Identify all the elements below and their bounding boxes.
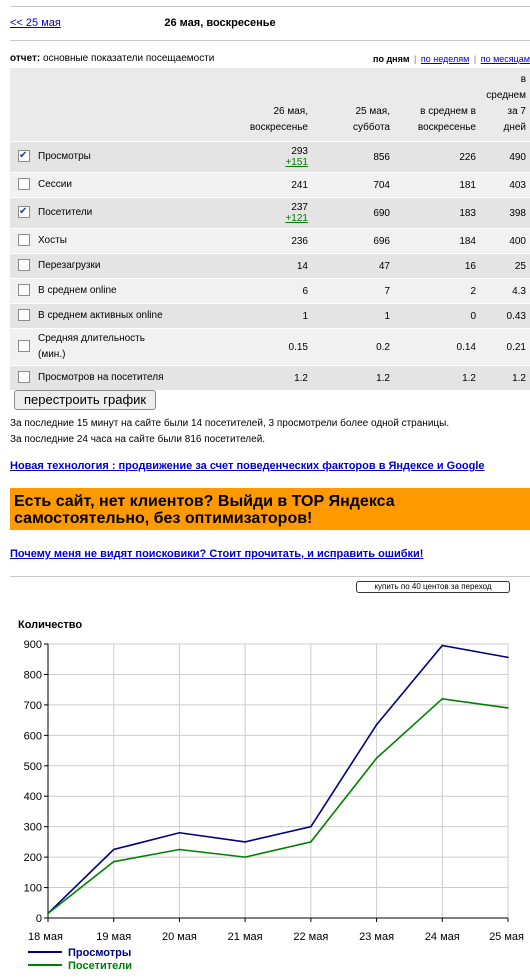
- data-point: [179, 832, 181, 834]
- traffic-line-chart: [0, 610, 530, 978]
- report-title: основные показатели посещаемости: [43, 53, 215, 64]
- metric-value: 183: [394, 198, 480, 229]
- data-point: [376, 724, 378, 726]
- date-navigation: [10, 12, 530, 38]
- stats-row: [10, 229, 530, 254]
- y-tick-label: 700: [23, 699, 42, 712]
- metric-value: 1: [210, 304, 312, 329]
- x-tick-label: 22 мая: [293, 931, 329, 943]
- data-point: [179, 849, 181, 851]
- metric-name: В среднем online: [38, 284, 117, 296]
- metric-checkbox[interactable]: [18, 284, 30, 296]
- stats-row: [10, 142, 530, 173]
- stats-row: [10, 366, 530, 391]
- data-point: [507, 707, 509, 709]
- stats-table: [10, 68, 530, 390]
- data-point: [507, 657, 509, 659]
- metric-value: 14: [210, 254, 312, 279]
- metric-value: 1.2: [312, 366, 394, 391]
- promo-link[interactable]: Новая технология : продвижение за счет поведенческих факторов в Яндексе и Google: [10, 460, 485, 472]
- metric-value: 0.15: [210, 329, 312, 366]
- y-tick-label: 300: [23, 821, 42, 834]
- metric-value: 7: [312, 279, 394, 304]
- metric-name: Просмотры: [38, 150, 91, 162]
- metric-value: 4.3: [480, 279, 530, 304]
- metric-value: 181: [394, 173, 480, 198]
- metric-value: 237 +121: [210, 198, 312, 229]
- y-tick-label: 0: [35, 913, 42, 925]
- metric-checkbox[interactable]: [18, 206, 30, 218]
- stats-row: [10, 329, 530, 366]
- metric-value: 398: [480, 198, 530, 229]
- metric-value: 226: [394, 142, 480, 173]
- metric-delta-link[interactable]: +151: [285, 157, 308, 168]
- metric-value: 2: [394, 279, 480, 304]
- y-tick-label: 800: [23, 669, 42, 682]
- x-tick-label: 23 мая: [359, 931, 395, 943]
- buy-traffic-button[interactable]: купить по 40 центов за переход: [356, 581, 510, 593]
- y-tick-label: 100: [23, 882, 42, 895]
- stats-row: [10, 173, 530, 198]
- metric-value: 696: [312, 229, 394, 254]
- metric-name: Хосты: [38, 234, 67, 246]
- period-switcher: по дням | по неделям | по месяцам: [373, 54, 530, 64]
- metric-checkbox[interactable]: [18, 259, 30, 271]
- nav-divider: [10, 40, 530, 41]
- report-label: отчет:: [10, 53, 41, 64]
- plot-area: [48, 644, 508, 918]
- metric-value: 856: [312, 142, 394, 173]
- data-point: [310, 826, 312, 828]
- metric-delta-link[interactable]: +121: [285, 213, 308, 224]
- period-days[interactable]: по дням: [373, 54, 410, 64]
- x-tick-label: 24 мая: [424, 931, 460, 943]
- stats-row: [10, 304, 530, 329]
- stats-row: [10, 279, 530, 304]
- data-point: [441, 645, 443, 647]
- prev-day-link[interactable]: << 25 мая: [10, 17, 61, 29]
- data-point: [244, 841, 246, 843]
- metric-value: 47: [312, 254, 394, 279]
- y-axis-label: Количество: [18, 619, 83, 631]
- data-point: [310, 841, 312, 843]
- metric-name: Сессии: [38, 178, 72, 190]
- ad-banner[interactable]: [10, 488, 530, 530]
- metric-value: 0.2: [312, 329, 394, 366]
- metric-value: 0.21: [480, 329, 530, 366]
- metric-name: Перезагрузки: [38, 259, 101, 271]
- metric-value: 690: [312, 198, 394, 229]
- section-divider: [10, 576, 530, 577]
- y-tick-label: 200: [23, 852, 42, 865]
- metric-value: 1: [312, 304, 394, 329]
- stats-header-row: [10, 68, 530, 142]
- x-tick-label: 18 мая: [28, 931, 63, 943]
- col-header-avg-7days: в среднем за 7 дней: [480, 68, 530, 142]
- legend-label: Просмотры: [68, 947, 132, 959]
- rebuild-chart-button[interactable]: перестроить график: [14, 390, 156, 410]
- y-tick-label: 600: [23, 730, 42, 743]
- x-tick-label: 20 мая: [161, 931, 197, 943]
- metric-name: Посетители: [38, 206, 93, 218]
- x-tick-label: 21 мая: [227, 931, 263, 943]
- col-header-avg-weekday: в среднем в воскресенье: [394, 68, 480, 142]
- metric-value: 1.2: [394, 366, 480, 391]
- metric-value: 0.14: [394, 329, 480, 366]
- banner-line-2: самостоятельно, без оптимизаторов!: [14, 510, 313, 527]
- top-divider: [10, 6, 530, 7]
- stats-row: [10, 254, 530, 279]
- data-point: [376, 757, 378, 759]
- data-point: [441, 698, 443, 700]
- report-header: [10, 53, 530, 67]
- legend-label: Посетители: [68, 960, 132, 972]
- recent-visitors-info: За последние 15 минут на сайте были 14 посетителей, 3 просмотрели более одной страницы.: [10, 418, 450, 429]
- metric-value: 0: [394, 304, 480, 329]
- period-months-link[interactable]: по месяцам: [480, 54, 530, 64]
- data-point: [113, 861, 115, 863]
- metric-checkbox[interactable]: [18, 309, 30, 321]
- metric-value: 293 +151: [210, 142, 312, 173]
- metric-name: В среднем активных online: [38, 309, 163, 321]
- metric-checkbox[interactable]: [18, 150, 30, 162]
- metric-checkbox[interactable]: [18, 371, 30, 383]
- y-tick-label: 500: [23, 760, 42, 773]
- metric-value: 1.2: [210, 366, 312, 391]
- metric-value: 490: [480, 142, 530, 173]
- data-point: [244, 856, 246, 858]
- metric-value: 403: [480, 173, 530, 198]
- metric-checkbox[interactable]: [18, 340, 30, 352]
- daily-visitors-info: За последние 24 часа на сайте были 816 посетителей.: [10, 434, 266, 445]
- period-weeks-link[interactable]: по неделям: [420, 54, 470, 64]
- banner-line-1: Есть сайт, нет клиентов? Выйди в ТОР Яндекса: [14, 493, 395, 510]
- metric-value: 16: [394, 254, 480, 279]
- col-header-prev-day: 25 мая, суббота: [312, 68, 394, 142]
- x-tick-label: 25 мая: [489, 931, 524, 943]
- metric-value: 241: [210, 173, 312, 198]
- metric-value: 6: [210, 279, 312, 304]
- stats-row: [10, 198, 530, 229]
- seo-errors-link[interactable]: Почему меня не видят поисковики? Стоит прочитать, и исправить ошибки!: [10, 548, 424, 560]
- current-date-title: 26 мая, воскресенье: [164, 17, 276, 29]
- metric-value: 236: [210, 229, 312, 254]
- metric-name: Просмотров на посетителя: [38, 371, 164, 383]
- y-tick-label: 400: [23, 791, 42, 804]
- col-header-current-day: 26 мая, воскресенье: [210, 68, 312, 142]
- x-tick-label: 19 мая: [96, 931, 132, 943]
- metric-value: 25: [480, 254, 530, 279]
- metric-value: 400: [480, 229, 530, 254]
- data-point: [47, 913, 49, 915]
- metric-value: 0.43: [480, 304, 530, 329]
- metric-checkbox[interactable]: [18, 178, 30, 190]
- y-tick-label: 900: [23, 639, 42, 651]
- metric-checkbox[interactable]: [18, 234, 30, 246]
- metric-name: Средняя длительность (мин.): [38, 333, 145, 360]
- metric-value: 184: [394, 229, 480, 254]
- metric-value: 704: [312, 173, 394, 198]
- metric-value: 1.2: [480, 366, 530, 391]
- data-point: [113, 849, 115, 851]
